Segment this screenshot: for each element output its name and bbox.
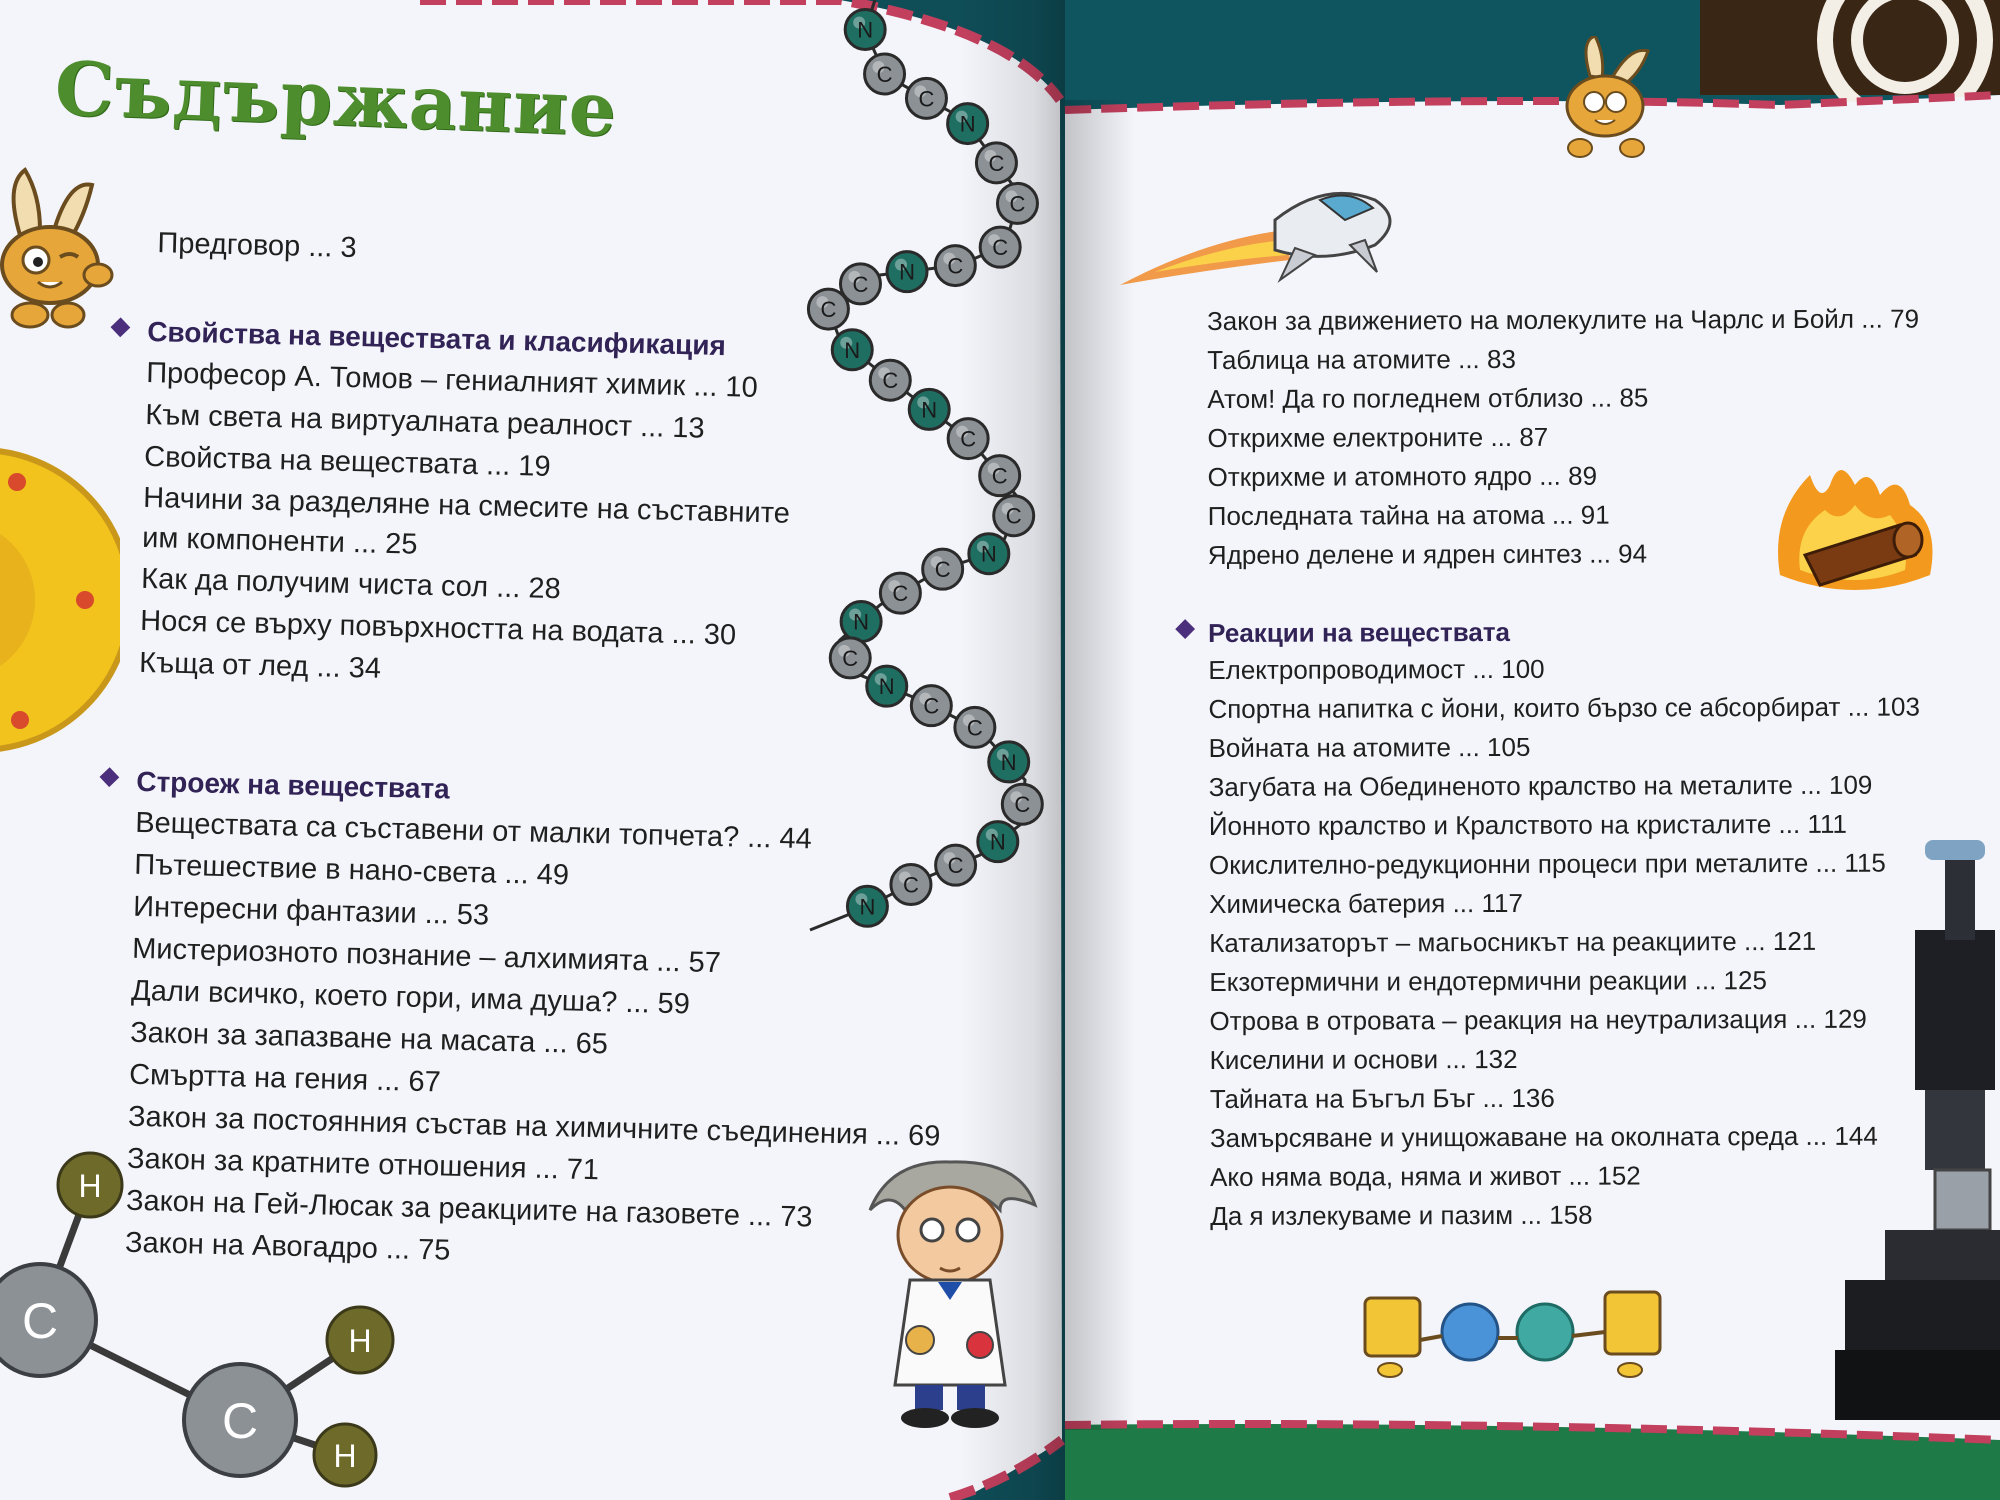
atom-n <box>948 104 988 144</box>
atom-label: C <box>991 463 1008 489</box>
atom-c <box>880 573 920 613</box>
toc-entry: Начини за разделяне на смесите на съставните им компоненти ... 25 <box>141 481 791 561</box>
toc-entry: Мистериозното познание – алхимията ... 57 <box>131 932 722 980</box>
toc-entry: Закон за кратните отношения ... 71 <box>126 1142 600 1187</box>
toc-section-continued <box>1207 300 1920 575</box>
toc-entry: Атом! Да го погледнем отблизо ... 85 <box>1207 382 1649 414</box>
atom-label: C <box>988 150 1005 176</box>
atom-c <box>184 1364 296 1476</box>
toc-entry: Открихме и атомното ядро ... 89 <box>1207 460 1598 492</box>
toc-entry: Спортна напитка с йони, които бързо се абсорбират ... 103 <box>1208 691 1920 724</box>
toc-entry: Загубата на Обединеното кралство на металите ... 109 <box>1208 769 1873 802</box>
atom-c-label: C <box>21 1293 59 1349</box>
atom-n <box>909 389 949 429</box>
right-page <box>1065 0 2000 1500</box>
toc-section <box>125 762 949 1284</box>
toc-entry: Открихме електроните ... 87 <box>1207 421 1549 453</box>
toc-entry: Йонното кралство и Кралството на кристалите ... 111 <box>1208 808 1848 841</box>
atom-label: C <box>852 271 869 297</box>
atom-label: C <box>842 645 859 671</box>
toc-entry: Тайната на Бъгъл Бъг ... 136 <box>1209 1082 1555 1114</box>
atom-label: N <box>959 111 976 137</box>
toc-entry: Последната тайна на атома ... 91 <box>1207 499 1610 531</box>
atom-label: C <box>923 693 940 719</box>
toc-entry: Електропроводимост ... 100 <box>1208 653 1545 685</box>
atom-label: C <box>876 61 893 87</box>
atom-label: N <box>853 609 870 635</box>
atom-h <box>314 1424 376 1486</box>
atom-label: N <box>844 337 861 363</box>
atom-n <box>832 330 872 370</box>
rocket-ship-illustration <box>1115 160 1405 300</box>
atom-h <box>327 1307 393 1373</box>
atom-h-label: H <box>348 1323 372 1359</box>
toc-entry: Закон за постоянния състав на химичните съединения ... 69 <box>127 1100 941 1153</box>
toc-entry: Веществата са съставени от малки топчета? ... 44 <box>134 806 813 856</box>
atom-c <box>808 289 848 329</box>
atom-n <box>887 252 927 292</box>
toc-entry: Как да получим чиста сол ... 28 <box>140 562 562 606</box>
atom-c <box>997 183 1037 223</box>
atom-c <box>980 456 1020 496</box>
atom-c <box>948 419 988 459</box>
atom-c <box>955 707 995 747</box>
toc-entry: Ядрено делене и ядрен синтез ... 94 <box>1207 538 1648 570</box>
atom-c <box>830 638 870 678</box>
toc-entry: Смъртта на гения ... 67 <box>128 1058 442 1099</box>
atom-c <box>994 496 1034 536</box>
toc-entry: Закон на Гей-Люсак за реакциите на газовете ... 73 <box>125 1184 813 1234</box>
atom-label: C <box>934 557 951 583</box>
atom-h-label: H <box>78 1168 102 1204</box>
toc-entry: Войната на атомите ... 105 <box>1208 731 1531 763</box>
atom-label: C <box>1009 191 1026 217</box>
atom-c <box>911 686 951 726</box>
toc-entry: Закон за движението на молекулите на Чарлс и Бойл ... 79 <box>1207 303 1920 336</box>
atom-c <box>935 246 975 286</box>
atom-c <box>906 78 946 118</box>
atom-label: C <box>966 715 983 741</box>
atom-label: N <box>989 829 1006 855</box>
yellow-sphere-illustration <box>0 420 120 780</box>
atom-label: C <box>947 853 964 879</box>
atom-label: C <box>903 872 919 898</box>
toc-entry: Отрова в отровата – реакция на неутрализация ... 129 <box>1209 1003 1867 1036</box>
toc-entry: Нося се върху повърхността на водата ... 30 <box>139 604 737 652</box>
atom-label: C <box>992 235 1009 261</box>
atom-h-label: H <box>333 1438 357 1474</box>
atom-label: C <box>882 368 899 394</box>
atom-n <box>841 602 881 642</box>
atom-n <box>978 822 1018 862</box>
atom-label: N <box>1000 749 1017 775</box>
rabbit-mascot-icon <box>1550 36 1660 166</box>
toc-entry: Закон на Авогадро ... 75 <box>124 1226 451 1267</box>
toc-entry: Химическа батерия ... 117 <box>1209 887 1523 919</box>
toc-entry: Киселини и основи ... 132 <box>1209 1043 1518 1075</box>
atom-c <box>870 360 910 400</box>
atom-label: N <box>980 541 997 567</box>
toc-entry: Дали всичко, което гори, има душа? ... 59 <box>130 974 691 1021</box>
atom-label: C <box>820 297 837 323</box>
ion-characters-illustration <box>1350 1270 1680 1390</box>
atom-c <box>976 143 1016 183</box>
rabbit-mascot-icon <box>0 165 125 335</box>
toc-entry: Интересни фантазии ... 53 <box>132 890 490 932</box>
diamond-bullet-icon <box>1175 619 1195 639</box>
toc-entry: Окислително-редукционни процеси при металите ... 115 <box>1208 847 1886 880</box>
atom-c <box>980 227 1020 267</box>
atom-label: N <box>857 17 874 43</box>
atom-label: N <box>878 674 895 700</box>
atom-n <box>989 742 1029 782</box>
toc-section <box>1208 613 1922 1236</box>
toc-entry: Професор А. Томов – гениалният химик ... 10 <box>145 356 759 404</box>
toc-section-heading: Строеж на веществата <box>135 765 451 805</box>
toc-entry: Таблица на атомите ... 83 <box>1207 343 1516 375</box>
toc-entry: Катализаторът – магьосникът на реакциите ... 121 <box>1209 925 1817 958</box>
atom-n <box>867 666 907 706</box>
page-title: Съдържание <box>53 46 619 154</box>
atom-label: N <box>899 259 915 285</box>
atom-c-label: C <box>221 1393 259 1449</box>
atom-h <box>58 1153 122 1217</box>
toc-section-heading: Реакции на веществата <box>1208 616 1511 648</box>
atom-label: N <box>921 397 938 423</box>
atom-label: C <box>892 581 909 607</box>
atom-label: N <box>859 894 876 920</box>
toc-entry: Пътешествие в нано-света ... 49 <box>133 848 570 892</box>
atom-n <box>969 534 1009 574</box>
toc-entry: Къща от лед ... 34 <box>138 646 382 685</box>
toc-section-heading: Свойства на веществата и класификация <box>146 315 727 362</box>
atom-label: C <box>947 253 964 279</box>
atom-n <box>845 9 885 49</box>
toc-entry: Свойства на веществата ... 19 <box>143 440 551 483</box>
toc-entry: Ако няма вода, няма и живот ... 152 <box>1210 1160 1641 1192</box>
toc-entry: Към света на виртуалната реалност ... 13 <box>144 398 705 445</box>
toc-entry: Да я излекуваме и пазим ... 158 <box>1210 1199 1593 1231</box>
atom-c <box>865 54 905 94</box>
atom-label: C <box>1005 503 1022 529</box>
toc-entry: Замърсяване и унищожаване на околната среда ... 144 <box>1209 1120 1878 1153</box>
atom-label: C <box>1014 792 1031 818</box>
atom-c <box>923 549 963 589</box>
toc-entry-preface: Предговор ... 3 <box>157 227 358 265</box>
toc-entry: Закон за запазване на масата ... 65 <box>129 1016 609 1061</box>
toc-section <box>139 312 828 701</box>
atom-label: C <box>918 86 935 112</box>
atom-c <box>1002 784 1042 824</box>
atom-label: C <box>960 426 977 452</box>
toc-entry: Екзотермични и ендотермични реакции ... 125 <box>1209 965 1767 997</box>
atom-c <box>0 1264 96 1376</box>
